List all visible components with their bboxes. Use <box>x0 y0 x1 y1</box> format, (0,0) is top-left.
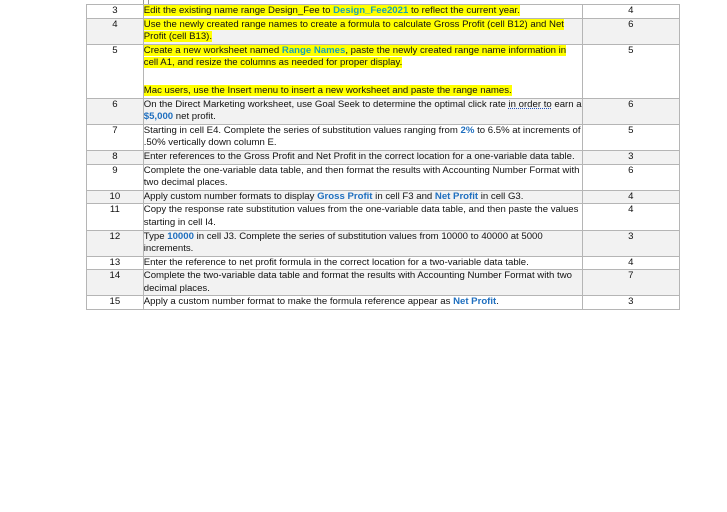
instruction-text <box>144 151 582 164</box>
step-points: 3 <box>582 296 679 310</box>
instruction-text <box>144 125 582 150</box>
mac-users-note <box>144 85 582 98</box>
instruction-fragment: Enter the reference to net profit formula in the correct location for a two-variable data table. <box>143 256 529 268</box>
step-points: 6 <box>582 164 679 190</box>
step-instruction <box>143 18 582 44</box>
table-row <box>87 44 680 98</box>
keyword-text: Range Names <box>281 44 346 56</box>
step-number: 9 <box>87 164 144 190</box>
table-row <box>87 204 680 230</box>
instruction-text <box>144 5 582 18</box>
table-row <box>87 190 680 204</box>
step-points: 4 <box>582 190 679 204</box>
step-number: 10 <box>87 190 144 204</box>
step-number: 4 <box>87 18 144 44</box>
step-number: 11 <box>87 204 144 230</box>
instruction-fragment: in cell J3. Complete the series of substitution values from 10000 to 40000 at 5000 increments. <box>143 230 543 255</box>
step-instruction <box>143 44 582 98</box>
instruction-fragment: Enter references to the Gross Profit and Net Profit in the correct location for a one-variable data table. <box>143 150 575 162</box>
step-instruction <box>143 150 582 164</box>
instruction-fragment: Type <box>143 230 168 242</box>
instruction-text <box>144 270 582 295</box>
instruction-fragment: On the Direct Marketing worksheet, use Goal Seek to determine the optimal click rate <box>143 98 509 110</box>
instruction-text <box>144 19 582 44</box>
instructions-table-body <box>87 5 680 310</box>
instruction-fragment: in cell F3 and <box>372 190 435 202</box>
instruction-fragment: Create a new worksheet named <box>143 44 282 56</box>
step-points: 4 <box>582 256 679 270</box>
keyword-text: Gross Profit <box>317 190 373 202</box>
table-row <box>87 150 680 164</box>
keyword-text: Design_Fee2021 <box>333 5 409 16</box>
keyword-text: 2% <box>460 124 475 136</box>
instruction-fragment: earn a <box>551 98 582 110</box>
instructions-table <box>86 4 680 310</box>
step-instruction <box>143 204 582 230</box>
step-number: 15 <box>87 296 144 310</box>
instruction-fragment: in cell G3. <box>478 190 524 202</box>
keyword-text: Net Profit <box>453 296 497 308</box>
step-points: 5 <box>582 124 679 150</box>
table-row <box>87 270 680 296</box>
instruction-fragment: in order to <box>508 98 552 110</box>
step-points: 3 <box>582 230 679 256</box>
step-instruction <box>143 296 582 310</box>
step-points: 6 <box>582 98 679 124</box>
step-points: 5 <box>582 44 679 98</box>
table-row <box>87 98 680 124</box>
instruction-fragment: net profit. <box>173 111 216 123</box>
instruction-text <box>144 204 582 229</box>
step-points: 4 <box>582 204 679 230</box>
instruction-text <box>144 257 582 270</box>
step-points: 6 <box>582 18 679 44</box>
step-instruction <box>143 190 582 204</box>
instruction-fragment: Copy the response rate substitution values from the one-variable data table, and then paste the values starting in cell I4. <box>143 204 579 228</box>
table-row <box>87 124 680 150</box>
step-instruction <box>143 5 582 19</box>
instruction-fragment: Apply custom number formats to display <box>143 190 318 202</box>
table-row <box>87 5 680 19</box>
step-number: 6 <box>87 98 144 124</box>
table-row <box>87 164 680 190</box>
instruction-text <box>144 231 582 256</box>
instruction-text <box>144 191 582 204</box>
instruction-text <box>144 165 582 190</box>
step-number: 13 <box>87 256 144 270</box>
keyword-text: $5,000 <box>143 111 174 123</box>
step-points: 4 <box>582 5 679 19</box>
step-instruction <box>143 164 582 190</box>
instruction-fragment: Edit the existing name range Design_Fee to <box>143 5 334 16</box>
step-instruction <box>143 256 582 270</box>
instruction-text <box>144 45 582 70</box>
instruction-fragment: Complete the two-variable data table and format the results with Accounting Number Format with two decimal places. <box>143 270 572 294</box>
step-number: 14 <box>87 270 144 296</box>
step-points: 3 <box>582 150 679 164</box>
instruction-fragment: Complete the one-variable data table, and then format the results with Accounting Number Format with two decimal places. <box>143 164 580 189</box>
step-instruction <box>143 230 582 256</box>
instruction-fragment: , paste the newly created range name information in cell A1, and resize the columns as needed for proper display. <box>143 44 567 69</box>
step-instruction <box>143 98 582 124</box>
step-number: 3 <box>87 5 144 19</box>
step-points: 7 <box>582 270 679 296</box>
step-number: 12 <box>87 230 144 256</box>
table-row <box>87 18 680 44</box>
instruction-fragment: to reflect the current year. <box>408 5 520 16</box>
instruction-text <box>144 99 582 124</box>
step-number: 8 <box>87 150 144 164</box>
keyword-text: 10000 <box>167 230 194 242</box>
instruction-fragment: Use the newly created range names to create a formula to calculate Gross Profit (cell B12) and Net Profit (cell B13). <box>143 18 564 43</box>
table-row <box>87 230 680 256</box>
table-row <box>87 296 680 310</box>
instruction-text <box>144 296 582 309</box>
step-number: 7 <box>87 124 144 150</box>
instruction-fragment: Starting in cell E4. Complete the series of substitution values ranging from <box>143 124 461 136</box>
note-text: Mac users, use the Insert menu to insert a new worksheet and paste the range names. <box>143 84 512 96</box>
step-number: 5 <box>87 44 144 98</box>
instruction-fragment: Apply a custom number format to make the formula reference appear as <box>143 296 454 308</box>
instruction-fragment: . <box>496 296 499 308</box>
keyword-text: Net Profit <box>434 190 479 202</box>
step-instruction <box>143 124 582 150</box>
step-instruction <box>143 270 582 296</box>
table-row <box>87 256 680 270</box>
instruction-fragment: to 6.5% at increments of .50% vertically down column E. <box>143 124 581 149</box>
